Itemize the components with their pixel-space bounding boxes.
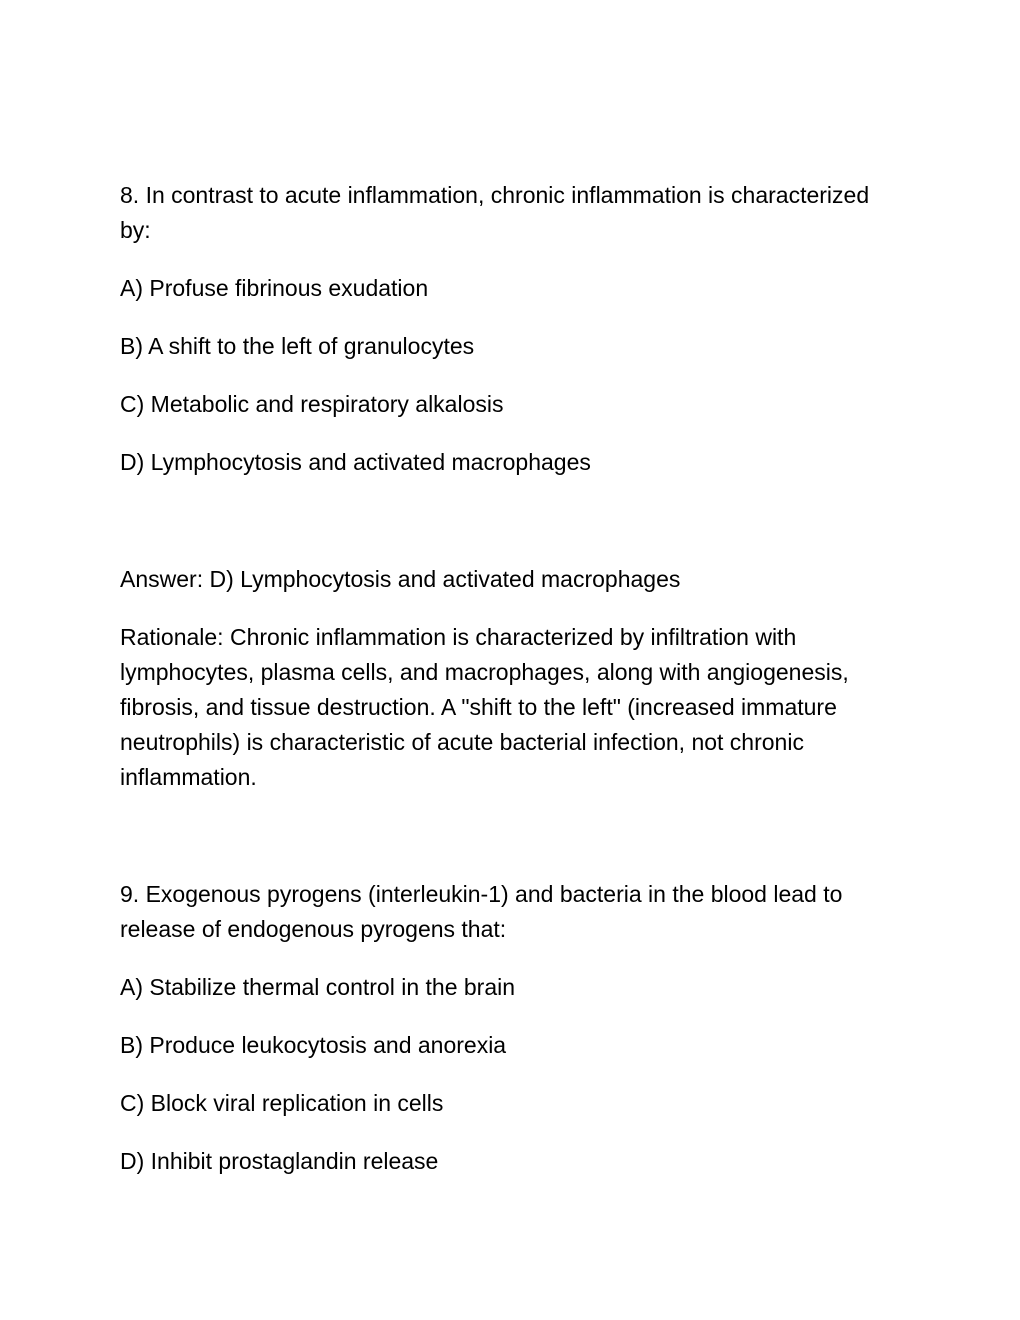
spacer [120,480,900,562]
option-a: A) Stabilize thermal control in the brain [120,974,516,1000]
spacer [120,795,900,877]
option-b: B) Produce leukocytosis and anorexia [120,1032,507,1058]
option-a: A) Profuse fibrinous exudation [120,275,429,301]
option-d: D) Lymphocytosis and activated macrophages [120,449,591,475]
option-d: D) Inhibit prostaglandin release [120,1148,439,1174]
document-body [120,178,900,1179]
option-c: C) Block viral replication in cells [120,1090,444,1116]
question-stem: 9. Exogenous pyrogens (interleukin-1) and bacteria in the blood lead to release of endogenous pyrogens that: [120,881,843,942]
answer-text: Answer: D) Lymphocytosis and activated macrophages [120,566,681,592]
option-c: C) Metabolic and respiratory alkalosis [120,391,504,417]
rationale-text: Rationale: Chronic inflammation is characterized by infiltration with lymphocytes, plasma cells, and macrophages, along with angiogenesis, fibrosis, and tissue destruction. A "shift to the left" (increased immature neutrophils) is characteristic of acute bacterial infection, not chronic inflammation. [120,624,849,790]
question-9 [120,877,900,1179]
question-8 [120,178,900,795]
option-b: B) A shift to the left of granulocytes [120,333,475,359]
question-stem: 8. In contrast to acute inflammation, chronic inflammation is characterized by: [120,182,870,243]
